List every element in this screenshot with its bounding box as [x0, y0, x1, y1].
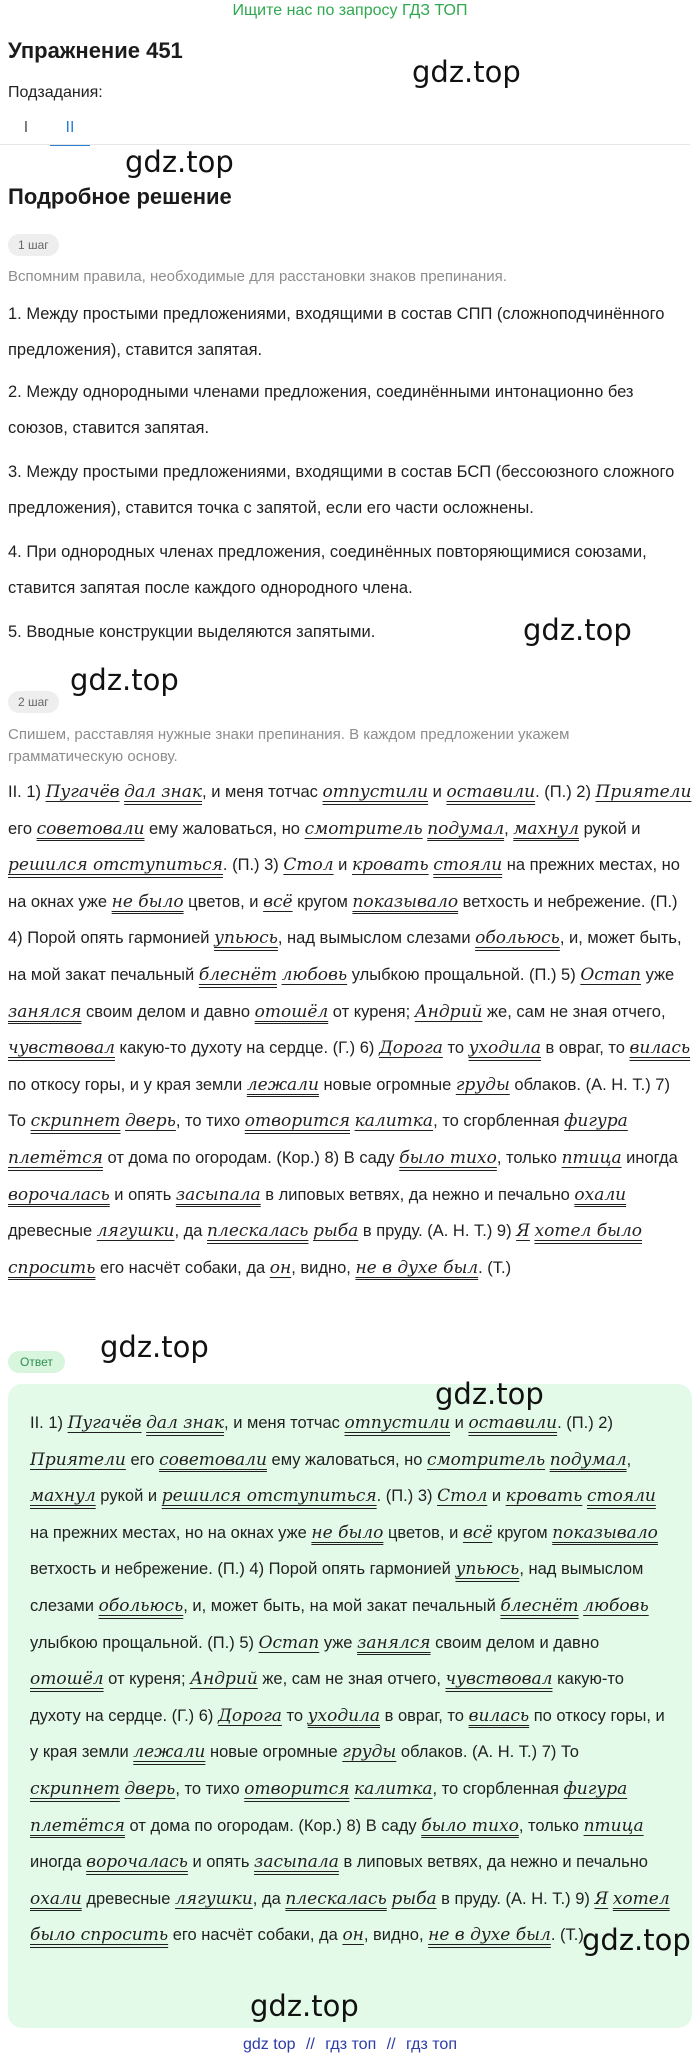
sentence-text: улыбкою прощальной. (П.) 5)	[347, 965, 581, 984]
sentence-text: его	[8, 819, 37, 838]
sentence-text: своим делом и давно	[81, 1002, 255, 1021]
footer-link[interactable]: gdz top	[243, 2036, 296, 2053]
sentence-text: II. 1)	[8, 783, 46, 801]
sentence-text: же, сам не зная отчего,	[257, 1670, 446, 1689]
subject-word: Остап	[580, 964, 641, 985]
sentence-text: его насчёт собаки, да	[168, 1926, 343, 1945]
rule-4: 4. При однородных членах предложения, соединённых повторяющимися союзами, ставится запятая после каждого однородного члена.	[8, 543, 647, 597]
predicate-word: не в духе был	[428, 1925, 551, 1946]
sentence-text: его	[125, 1450, 160, 1469]
sentence-text: же, сам не зная отчего,	[482, 1002, 666, 1021]
sentence-text: ветхость и небрежение. (П.) 4) Порой опять гармонией	[8, 892, 678, 948]
subject-word: рыба	[313, 1221, 359, 1242]
sentence-text: какую-то духоту на сердце. (Г.) 6)	[30, 1670, 624, 1725]
sentence-text: какую-то духоту на сердце. (Г.) 6)	[114, 1039, 379, 1058]
subject-word: лягушки	[175, 1888, 253, 1909]
predicate-word: вилась	[629, 1038, 691, 1059]
predicate-word: плетётся	[8, 1147, 103, 1168]
predicate-word: лежали	[246, 1074, 319, 1095]
subject-word: рыба	[391, 1888, 437, 1909]
subject-word: Стол	[283, 855, 334, 876]
predicate-word: советовали	[159, 1449, 267, 1470]
sentence-text: и	[333, 856, 352, 875]
sentence-text: , только	[496, 1148, 562, 1167]
predicate-word: отворится	[244, 1778, 350, 1799]
predicate-word: подумал	[549, 1449, 627, 1470]
predicate-word: чувствовал	[8, 1038, 115, 1059]
sentence-text: . (П.) 2)	[557, 1414, 613, 1432]
subject-word: Андрий	[190, 1669, 258, 1690]
sentence-text: на прежних местах, но на окнах уже	[30, 1523, 312, 1542]
footer-separator: //	[386, 2036, 396, 2053]
predicate-word: блеснёт	[500, 1595, 579, 1616]
predicate-word: отворится	[244, 1111, 350, 1132]
sentence-text: . (П.) 3)	[376, 1487, 438, 1506]
sentence-text: улыбкою прощальной. (П.) 5)	[30, 1633, 259, 1652]
solution-text	[8, 774, 692, 1286]
sentence-text: . (П.) 2)	[535, 783, 596, 801]
footer-links	[0, 2034, 700, 2056]
subject-word: Я	[594, 1888, 609, 1909]
sentence-text: , и меня тотчас	[202, 783, 323, 801]
sentence-text: , над вымыслом слезами	[30, 1560, 644, 1615]
predicate-word: хотел было спросить	[30, 1888, 670, 1946]
footer-link[interactable]: гдз топ	[406, 2036, 457, 2053]
predicate-word: занялся	[357, 1632, 431, 1653]
predicate-word: отошёл	[30, 1669, 104, 1690]
sentence-text: цветов, и	[383, 1523, 463, 1542]
sentence-text: иногда	[30, 1853, 87, 1872]
predicate-word: отпустили	[344, 1413, 451, 1433]
predicate-word: уходила	[468, 1038, 541, 1059]
predicate-word: ворочалась	[8, 1184, 110, 1205]
subject-word: груды	[455, 1074, 510, 1095]
predicate-word: отпустили	[322, 782, 429, 802]
subject-word: птица	[561, 1147, 622, 1168]
predicate-word: засыпала	[254, 1852, 339, 1873]
sentence-text: , и меня тотчас	[224, 1414, 345, 1432]
predicate-word: блеснёт	[198, 964, 277, 985]
subject-word: всё	[462, 1522, 493, 1543]
sentence-text: ,	[504, 819, 514, 838]
rule-5: 5. Вводные конструкции выделяются запятыми.	[8, 623, 376, 641]
sentence-text: иногда	[621, 1148, 678, 1167]
sentence-text: его насчёт собаки, да	[95, 1258, 270, 1277]
subject-word: фигура	[564, 1111, 628, 1132]
predicate-word: скрипнет	[30, 1111, 121, 1132]
predicate-word: засыпала	[175, 1184, 261, 1205]
sentence-text: и	[487, 1487, 506, 1506]
footer-separator: //	[305, 2036, 315, 2053]
rule-2: 2. Между однородными членами предложения, соединёнными интонационно без союзов, ставится запятая.	[8, 383, 634, 437]
predicate-word: чувствовал	[445, 1669, 553, 1690]
subject-word: Пугачёв	[67, 1413, 142, 1433]
predicate-word: показывало	[352, 891, 459, 912]
subject-word: кровать	[505, 1486, 583, 1507]
subject-word: лягушки	[96, 1221, 175, 1242]
tab-subtask-2[interactable]: II	[50, 116, 90, 146]
sentence-text: , над вымыслом слезами	[277, 929, 476, 948]
subject-word: он	[342, 1925, 364, 1946]
step-badge-2: 2 шаг	[8, 691, 59, 713]
subject-word: кровать	[351, 855, 429, 876]
predicate-word: было тихо	[399, 1147, 497, 1168]
subject-word: калитка	[354, 1111, 434, 1132]
sentence-text: от куреня;	[103, 1670, 191, 1689]
sentence-text: на прежних местах, но на окнах уже	[8, 856, 680, 911]
step-badge-1: 1 шаг	[8, 234, 59, 256]
subject-word: груды	[342, 1742, 397, 1763]
sentence-text: рукой и	[95, 1487, 162, 1506]
predicate-word: обольюсь	[98, 1595, 184, 1616]
sentence-text: , видно,	[291, 1258, 356, 1277]
sentence-text: то	[281, 1706, 308, 1725]
sentence-text: в липовых ветвях, да нежно и печально	[260, 1185, 575, 1204]
predicate-word: обольюсь	[475, 928, 560, 949]
sentence-text: новые огромные	[205, 1743, 343, 1762]
footer-link[interactable]: гдз топ	[325, 2036, 377, 2053]
subject-word: дверь	[125, 1111, 176, 1132]
subject-word: дверь	[124, 1778, 176, 1799]
rule-3: 3. Между простыми предложениями, входящими в состав БСП (бессоюзного сложного предложения), ставится точка с запятой, если его части осложнены.	[8, 463, 675, 517]
predicate-word: было тихо	[421, 1815, 519, 1836]
sentence-text: цветов, и	[183, 892, 264, 911]
sentence-text: , то тихо	[175, 1779, 245, 1798]
subject-word: Андрий	[414, 1001, 483, 1022]
sentence-text: то	[442, 1039, 469, 1058]
predicate-word: вилась	[468, 1705, 530, 1726]
sentence-text: . (Т.)	[478, 1258, 512, 1277]
sentence-text: , то сгорбленная	[432, 1779, 564, 1798]
predicate-word: упьюсь	[214, 928, 278, 949]
sentence-text: древесные	[81, 1889, 176, 1908]
answer-badge: Ответ	[8, 1351, 65, 1373]
subject-word: Пугачёв	[45, 782, 120, 802]
answer-text	[30, 1405, 672, 1954]
subject-word: Стол	[437, 1486, 488, 1507]
predicate-word: не в духе был	[355, 1257, 479, 1278]
section-title: Подробное решение	[8, 184, 232, 209]
promo-banner[interactable]: Ищите нас по запросу ГДЗ ТОП	[232, 2, 468, 19]
predicate-word: упьюсь	[455, 1559, 520, 1580]
watermark: gdz.top	[70, 663, 179, 697]
subject-word: Приятели	[30, 1449, 126, 1470]
sentence-text: , и, может быть, на мой закат печальный	[8, 929, 682, 984]
sentence-text: и опять	[187, 1853, 255, 1872]
subject-word: всё	[263, 891, 293, 912]
subject-word: любовь	[583, 1595, 649, 1616]
sentence-text: от куреня;	[328, 1002, 415, 1021]
sentence-text: II. 1)	[30, 1414, 68, 1432]
predicate-word: махнул	[30, 1486, 96, 1507]
sentence-text: ему жаловаться, но	[144, 819, 305, 838]
sentence-text: древесные	[8, 1222, 97, 1241]
sentence-text: , видно,	[363, 1926, 429, 1945]
watermark: gdz.top	[523, 613, 632, 647]
predicate-word: уходила	[307, 1705, 381, 1726]
sentence-text: , только	[518, 1816, 584, 1835]
subject-word: он	[269, 1257, 292, 1278]
step2-intro: Спишем, расставляя нужные знаки препинания. В каждом предложении укажем грамматическую основу.	[8, 726, 570, 765]
tab-subtask-1[interactable]: I	[23, 119, 29, 136]
sentence-text: по откосу горы, и у края земли	[30, 1706, 665, 1762]
sentence-text: облаков. (А. Н. Т.) 7) То	[8, 1075, 670, 1131]
predicate-word: стояли	[586, 1486, 656, 1507]
sentence-text: ему жаловаться, но	[266, 1450, 428, 1469]
subject-word: калитка	[354, 1778, 433, 1799]
predicate-word: охали	[30, 1888, 82, 1909]
sentence-text: в пруду. (А. Н. Т.) 9)	[436, 1889, 595, 1908]
subject-word: Я	[516, 1221, 530, 1242]
predicate-word: лежали	[133, 1742, 206, 1763]
sentence-text: , да	[174, 1222, 208, 1241]
sentence-text: по откосу горы, и у края земли	[8, 1075, 247, 1094]
predicate-word: охали	[574, 1184, 627, 1205]
predicate-word: стояли	[433, 855, 503, 876]
predicate-word: не было	[311, 1522, 384, 1543]
predicate-word: плескалась	[285, 1888, 387, 1909]
page-title: Упражнение 451	[8, 38, 183, 63]
subject-word: смотритель	[427, 1449, 546, 1470]
sentence-text: уже	[640, 965, 675, 984]
predicate-word: плетётся	[30, 1815, 125, 1836]
subject-word: Дорога	[378, 1038, 443, 1059]
predicate-word: решился отступиться	[8, 855, 223, 876]
predicate-word: дал знак	[146, 1413, 225, 1433]
watermark: gdz.top	[412, 55, 521, 89]
sentence-text: . (Т.)	[550, 1926, 584, 1945]
predicate-word: хотел было спросить	[8, 1221, 643, 1278]
predicate-word: ворочалась	[86, 1852, 188, 1873]
step1-intro: Вспомним правила, необходимые для расстановки знаков препинания.	[8, 268, 507, 285]
subject-word: Остап	[258, 1632, 320, 1653]
sentence-text: , да	[252, 1889, 286, 1908]
predicate-word: решился отступиться	[161, 1486, 377, 1507]
predicate-word: советовали	[36, 818, 145, 839]
watermark: gdz.top	[582, 1923, 691, 1957]
subject-word: Приятели	[595, 782, 692, 802]
sentence-text: . (П.) 3)	[222, 856, 284, 875]
subject-word: фигура	[563, 1778, 628, 1799]
sentence-text: , и, может быть, на мой закат печальный	[183, 1596, 501, 1615]
subject-word: смотритель	[304, 818, 423, 839]
tabs-divider	[0, 144, 690, 145]
sentence-text: кругом	[292, 892, 353, 911]
sentence-text: новые огромные	[318, 1075, 456, 1094]
predicate-word: подумал	[427, 818, 505, 839]
sentence-text: и опять	[109, 1185, 176, 1204]
sentence-text: от дома по огородам. (Кор.) 8) В саду	[124, 1816, 422, 1835]
predicate-word: махнул	[513, 818, 579, 839]
subject-word: любовь	[281, 964, 348, 985]
sentence-text: облаков. (А. Н. Т.) 7) То	[396, 1743, 579, 1762]
sentence-text: от дома по огородам. (Кор.) 8) В саду	[102, 1148, 400, 1167]
sentence-text: ,	[626, 1450, 632, 1469]
sentence-text: и	[428, 783, 447, 801]
predicate-word: отошёл	[254, 1001, 329, 1022]
sentence-text: кругом	[492, 1523, 553, 1542]
rule-1: 1. Между простыми предложениями, входящими в состав СПП (сложноподчинённого предложения), ставится запятая.	[8, 305, 665, 359]
sentence-text: уже	[319, 1633, 358, 1652]
predicate-word: занялся	[8, 1001, 82, 1022]
sentence-text: своим делом и давно	[430, 1633, 600, 1652]
predicate-word: оставили	[468, 1413, 558, 1433]
sentence-text: и	[450, 1414, 469, 1432]
predicate-word: плескалась	[207, 1221, 309, 1242]
sentence-text: в пруду. (А. Н. Т.) 9)	[358, 1222, 517, 1241]
subject-word: Дорога	[218, 1705, 282, 1726]
sentence-text: ветхость и небрежение. (П.) 4) Порой опять гармонией	[30, 1560, 456, 1579]
predicate-word: дал знак	[124, 782, 203, 802]
sentence-text: в овраг, то	[380, 1706, 469, 1725]
watermark: gdz.top	[250, 1989, 359, 2023]
subject-word: птица	[583, 1815, 644, 1836]
predicate-word: показывало	[552, 1522, 658, 1543]
predicate-word: не было	[111, 891, 184, 912]
subtasks-label: Подзадания:	[8, 84, 103, 101]
sentence-text: рукой и	[578, 819, 641, 838]
watermark: gdz.top	[435, 1377, 544, 1411]
sentence-text: , то сгорбленная	[433, 1112, 565, 1131]
sentence-text: в липовых ветвях, да нежно и печально	[338, 1853, 648, 1872]
watermark: gdz.top	[125, 145, 234, 179]
watermark: gdz.top	[100, 1330, 209, 1364]
predicate-word: скрипнет	[30, 1778, 120, 1799]
predicate-word: оставили	[446, 782, 536, 802]
sentence-text: , то тихо	[175, 1112, 245, 1131]
sentence-text: в овраг, то	[540, 1039, 630, 1058]
